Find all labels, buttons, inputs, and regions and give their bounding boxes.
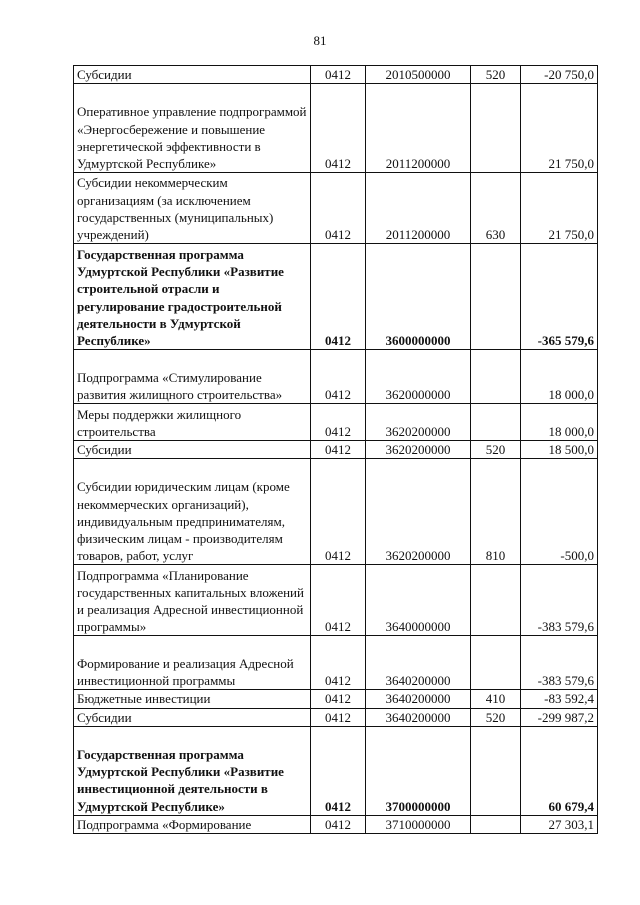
row-target: 2011200000 bbox=[366, 84, 471, 173]
row-name: Субсидии bbox=[74, 441, 311, 459]
row-name: Подпрограмма «Стимулирование развития жилищного строительства» bbox=[74, 350, 311, 404]
row-amount: -20 750,0 bbox=[521, 66, 598, 84]
row-section: 0412 bbox=[311, 726, 366, 815]
row-amount: 21 750,0 bbox=[521, 173, 598, 244]
row-name: Формирование и реализация Адресной инвестиционной программы bbox=[74, 636, 311, 690]
row-amount: -83 592,4 bbox=[521, 690, 598, 708]
table-row bbox=[74, 350, 598, 404]
row-amount: 60 679,4 bbox=[521, 726, 598, 815]
row-target: 3620200000 bbox=[366, 441, 471, 459]
row-section: 0412 bbox=[311, 690, 366, 708]
table-row bbox=[74, 404, 598, 441]
row-amount: -500,0 bbox=[521, 459, 598, 565]
row-type: 810 bbox=[471, 459, 521, 565]
table-row bbox=[74, 84, 598, 173]
page-number: 81 bbox=[313, 33, 327, 48]
row-name: Меры поддержки жилищного строительства bbox=[74, 404, 311, 441]
table-row bbox=[74, 708, 598, 726]
row-name: Субсидии bbox=[74, 66, 311, 84]
table-row bbox=[74, 815, 598, 833]
row-name: Подпрограмма «Планирование государственных капитальных вложений и реализация Адресной инвестиционной программы» bbox=[74, 565, 311, 636]
row-section: 0412 bbox=[311, 173, 366, 244]
row-amount: 27 303,1 bbox=[521, 815, 598, 833]
row-amount: 18 500,0 bbox=[521, 441, 598, 459]
row-amount: 18 000,0 bbox=[521, 404, 598, 441]
row-target: 2010500000 bbox=[366, 66, 471, 84]
row-type bbox=[471, 726, 521, 815]
row-section: 0412 bbox=[311, 708, 366, 726]
row-target: 3640200000 bbox=[366, 636, 471, 690]
row-amount: -383 579,6 bbox=[521, 565, 598, 636]
row-name: Государственная программа Удмуртской Республики «Развитие инвестиционной деятельности в Удмуртской Республике» bbox=[74, 726, 311, 815]
row-type bbox=[471, 84, 521, 173]
table-row bbox=[74, 459, 598, 565]
table-row bbox=[74, 66, 598, 84]
table-row bbox=[74, 173, 598, 244]
row-name: Субсидии некоммерческим организациям (за исключением государственных (муниципальных) учреждений) bbox=[74, 173, 311, 244]
row-section: 0412 bbox=[311, 636, 366, 690]
row-type bbox=[471, 565, 521, 636]
row-target: 3620200000 bbox=[366, 459, 471, 565]
row-name: Субсидии bbox=[74, 708, 311, 726]
row-name: Оперативное управление подпрограммой «Энергосбережение и повышение энергетической эффективности в Удмуртской Республике» bbox=[74, 84, 311, 173]
row-type bbox=[471, 350, 521, 404]
table-row bbox=[74, 636, 598, 690]
row-amount: -299 987,2 bbox=[521, 708, 598, 726]
table-row bbox=[74, 565, 598, 636]
row-section: 0412 bbox=[311, 66, 366, 84]
row-section: 0412 bbox=[311, 84, 366, 173]
budget-table bbox=[73, 65, 598, 834]
row-target: 3640000000 bbox=[366, 565, 471, 636]
row-target: 3640200000 bbox=[366, 708, 471, 726]
row-type bbox=[471, 815, 521, 833]
row-amount: 18 000,0 bbox=[521, 350, 598, 404]
row-target: 3710000000 bbox=[366, 815, 471, 833]
row-target: 2011200000 bbox=[366, 173, 471, 244]
table-row bbox=[74, 441, 598, 459]
row-section: 0412 bbox=[311, 244, 366, 350]
row-target: 3640200000 bbox=[366, 690, 471, 708]
row-name: Подпрограмма «Формирование bbox=[74, 815, 311, 833]
row-amount: -365 579,6 bbox=[521, 244, 598, 350]
row-section: 0412 bbox=[311, 459, 366, 565]
row-type: 630 bbox=[471, 173, 521, 244]
row-target: 3620200000 bbox=[366, 404, 471, 441]
table-row bbox=[74, 244, 598, 350]
row-name: Государственная программа Удмуртской Республики «Развитие строительной отрасли и регулирование градостроительной деятельности в Удмуртской Республике» bbox=[74, 244, 311, 350]
row-type: 410 bbox=[471, 690, 521, 708]
row-type: 520 bbox=[471, 708, 521, 726]
row-amount: -383 579,6 bbox=[521, 636, 598, 690]
row-name: Субсидии юридическим лицам (кроме некоммерческих организаций), индивидуальным предпринимателям, физическим лицам - производителям товаров, работ, услуг bbox=[74, 459, 311, 565]
row-type: 520 bbox=[471, 441, 521, 459]
row-target: 3700000000 bbox=[366, 726, 471, 815]
row-type bbox=[471, 244, 521, 350]
row-section: 0412 bbox=[311, 350, 366, 404]
row-target: 3600000000 bbox=[366, 244, 471, 350]
row-name: Бюджетные инвестиции bbox=[74, 690, 311, 708]
table-row bbox=[74, 726, 598, 815]
row-section: 0412 bbox=[311, 565, 366, 636]
table-row bbox=[74, 690, 598, 708]
row-section: 0412 bbox=[311, 815, 366, 833]
row-type bbox=[471, 636, 521, 690]
row-target: 3620000000 bbox=[366, 350, 471, 404]
row-section: 0412 bbox=[311, 404, 366, 441]
row-type bbox=[471, 404, 521, 441]
row-type: 520 bbox=[471, 66, 521, 84]
row-section: 0412 bbox=[311, 441, 366, 459]
row-amount: 21 750,0 bbox=[521, 84, 598, 173]
